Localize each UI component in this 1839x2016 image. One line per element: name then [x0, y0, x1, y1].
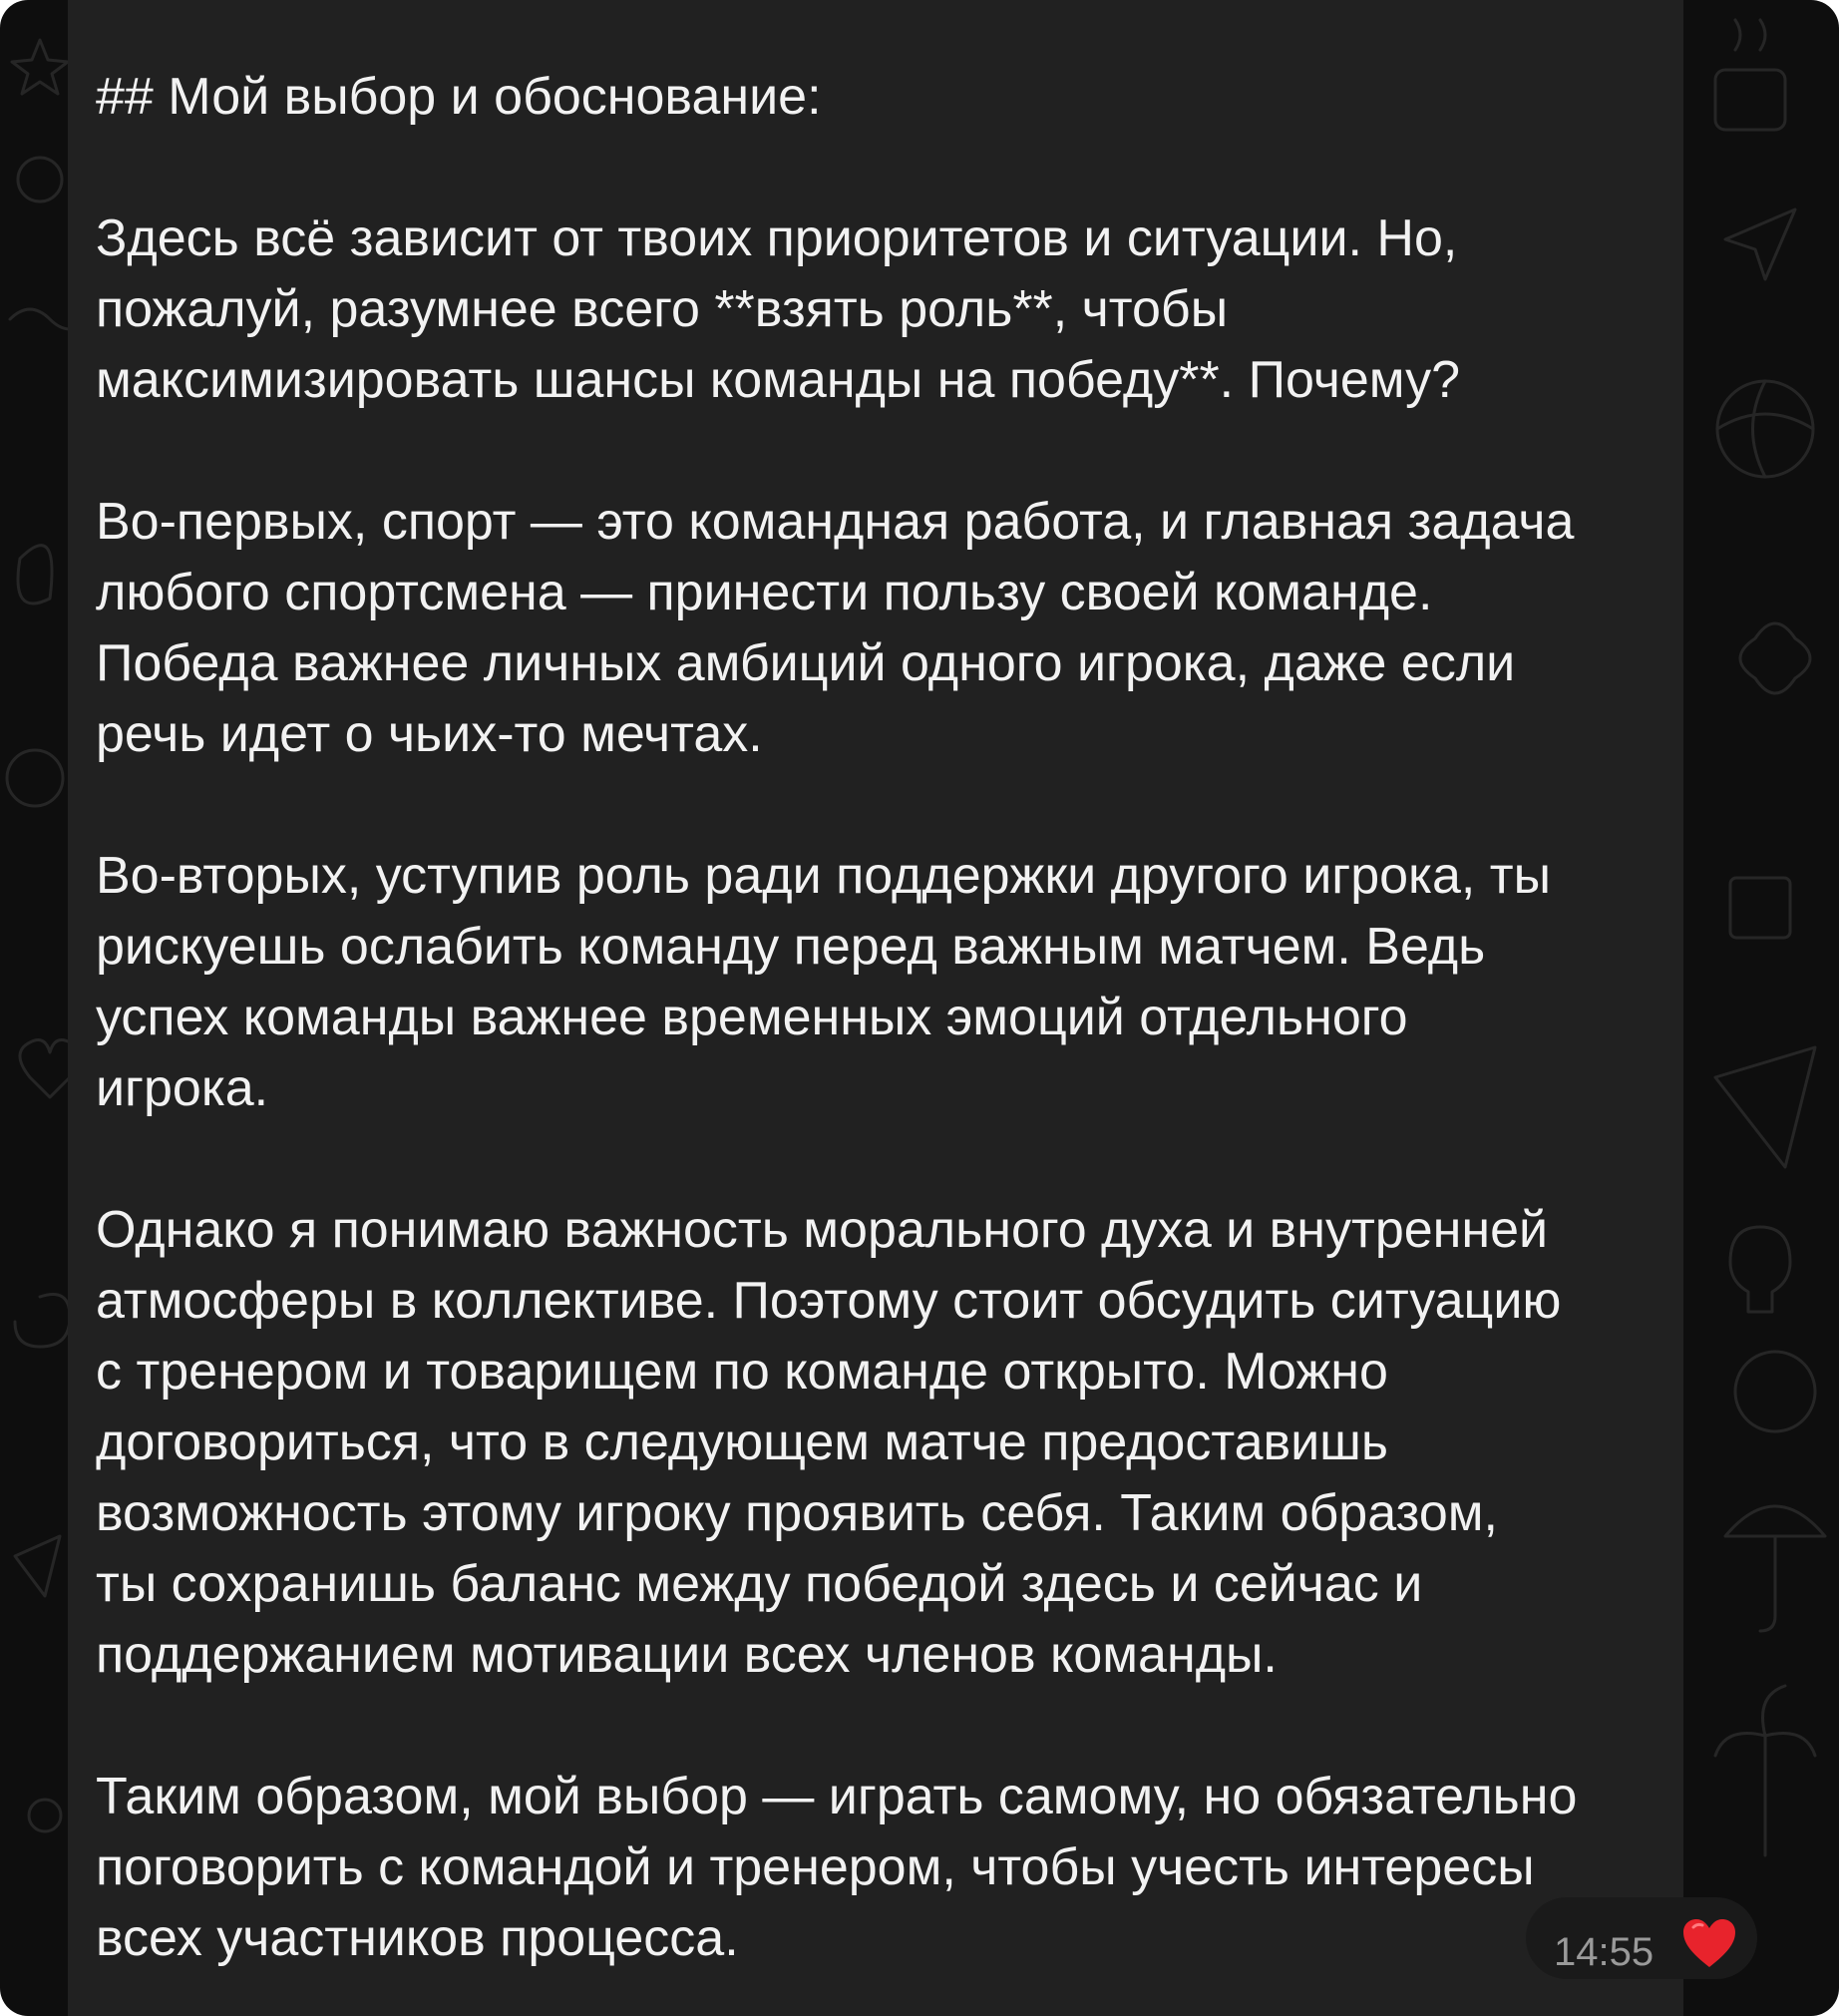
circle-doodle-icon	[18, 158, 62, 202]
heart-reaction-icon[interactable]	[1681, 1917, 1737, 1969]
message-paragraph-4: Однако я понимаю важность морального духа и внутренней атмосферы в коллективе. Поэтому стоит обсудить ситуацию с тренером и товарищем по команде открыто. Можно договориться, что в следующем матче предоставишь возможность этому игроку проявить себя. Таким образом, ты сохранишь баланс между победой здесь и сейчас и поддержанием мотивации всех членов команды.	[96, 1201, 1562, 1684]
ball-doodle-icon	[1717, 381, 1813, 477]
message-paragraph-5: Таким образом, мой выбор — играть самому, но обязательно поговорить с командой и тренером, чтобы учесть интересы всех участников процесса.	[96, 1768, 1578, 1967]
eightball-doodle-icon	[1735, 1352, 1815, 1431]
umbrella-doodle-icon	[1725, 1506, 1825, 1631]
cup-doodle-icon	[1715, 70, 1785, 130]
message-timestamp: 14:55	[1554, 1930, 1655, 1974]
pizza-doodle-icon	[1715, 1047, 1815, 1167]
message-paragraph-2: Во-первых, спорт — это командная работа, и главная задача любого спортсмена — принести пользу своей команде. Победа важнее личных амбиций одного игрока, даже если речь идет о чьих-то мечтах.	[96, 493, 1575, 763]
gift-doodle-icon	[1730, 878, 1790, 938]
tri-doodle-icon	[15, 1536, 60, 1596]
ring-doodle-icon	[7, 750, 63, 806]
flower-doodle-icon	[1740, 623, 1810, 693]
star-doodle-icon	[12, 40, 68, 94]
dot-doodle-icon	[29, 1800, 61, 1831]
palm-doodle-icon	[1715, 1686, 1815, 1855]
bulb-doodle-icon	[1730, 1227, 1790, 1312]
message-paragraph-1: Здесь всё зависит от твоих приоритетов и ситуации. Но, пожалуй, разумнее всего **взять роль**, чтобы максимизировать шансы команды на победу**. Почему?	[96, 209, 1460, 409]
leaf-doodle-icon	[18, 546, 52, 604]
message-paragraph-3: Во-вторых, уступив роль ради поддержки другого игрока, ты рискуешь ослабить команду перед важным матчем. Ведь успех команды важнее временных эмоций отдельного игрока.	[96, 847, 1551, 1117]
swirl-doodle-icon	[15, 1295, 70, 1348]
plane-doodle-icon	[1725, 209, 1795, 279]
message-heading: ## Мой выбор и обоснование:	[96, 68, 822, 126]
steam-doodle-icon	[1735, 20, 1765, 50]
message-text	[96, 62, 1671, 1974]
